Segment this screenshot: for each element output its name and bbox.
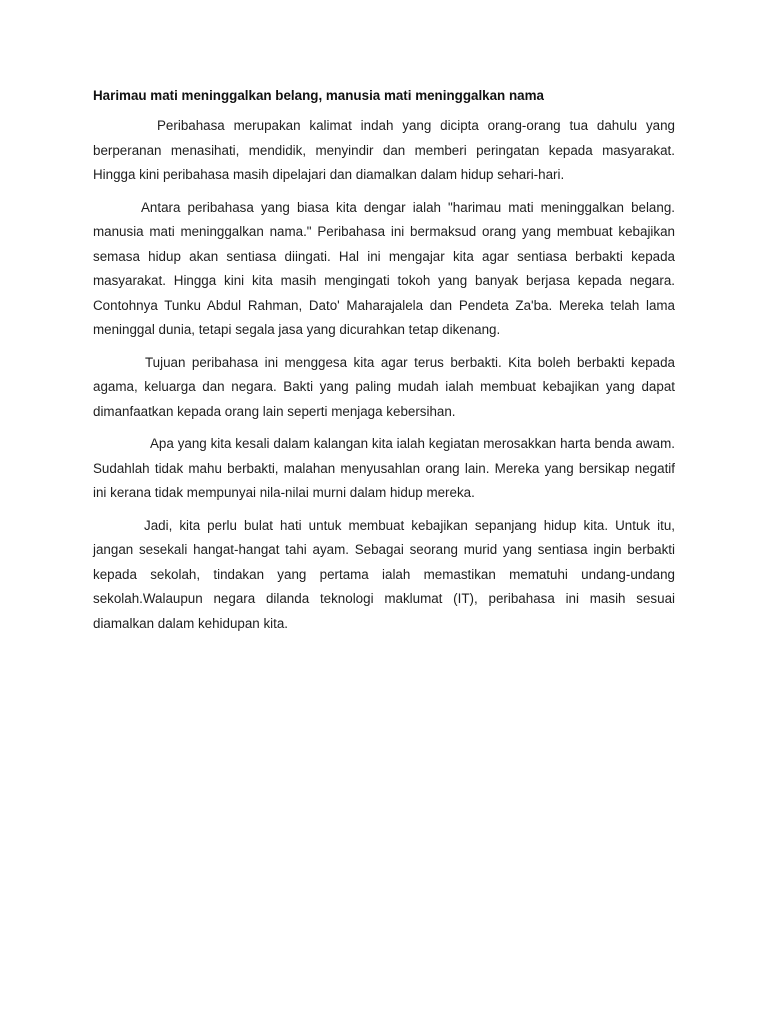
document-body (93, 86, 675, 644)
document-title: Harimau mati meninggalkan belang, manusia mati meninggalkan nama (93, 88, 544, 103)
paragraph-5: Jadi, kita perlu bulat hati untuk membuat kebajikan sepanjang hidup kita. Untuk itu, jangan sesekali hangat-hangat tahi ayam. Sebagai seorang murid yang sentiasa ingin berbakti kepada sekolah, tindakan yang pertama ialah memastikan mematuhi undang-undang sekolah.Walaupun negara dilanda teknologi maklumat (IT), peribahasa ini masih sesuai diamalkan dalam kehidupan kita. (93, 517, 675, 631)
paragraph-4: Apa yang kita kesali dalam kalangan kita ialah kegiatan merosakkan harta benda awam. Sudahlah tidak mahu berbakti, malahan menyusahlan orang lain. Mereka yang bersikap negatif ini kerana tidak mempunyai nila-nilai murni dalam hidup mereka. (93, 436, 675, 500)
paragraph-2: Antara peribahasa yang biasa kita dengar ialah "harimau mati meninggalkan belang. manusia mati meninggalkan nama." Peribahasa ini bermaksud orang yang membuat kebajikan semasa hidup akan sentiasa diingati. Hal ini mengajar kita agar sentiasa berbakti kepada masyarakat. Hingga kini kita masih mengingati tokoh yang banyak berjasa kepada negara. Contohnya Tunku Abdul Rahman, Dato' Maharajalela dan Pendeta Za'ba. Mereka telah lama meninggal dunia, tetapi segala jasa yang dicurahkan tetap dikenang. (93, 199, 675, 337)
paragraph-3: Tujuan peribahasa ini menggesa kita agar terus berbakti. Kita boleh berbakti kepada agama, keluarga dan negara. Bakti yang paling mudah ialah membuat kebajikan yang dapat dimanfaatkan kepada orang lain seperti menjaga kebersihan. (93, 354, 675, 419)
paragraph-1: Peribahasa merupakan kalimat indah yang dicipta orang-orang tua dahulu yang berperanan menasihati, mendidik, menyindir dan memberi peringatan kepada masyarakat. Hingga kini peribahasa masih dipelajari dan diamalkan dalam hidup sehari-hari. (93, 118, 675, 182)
